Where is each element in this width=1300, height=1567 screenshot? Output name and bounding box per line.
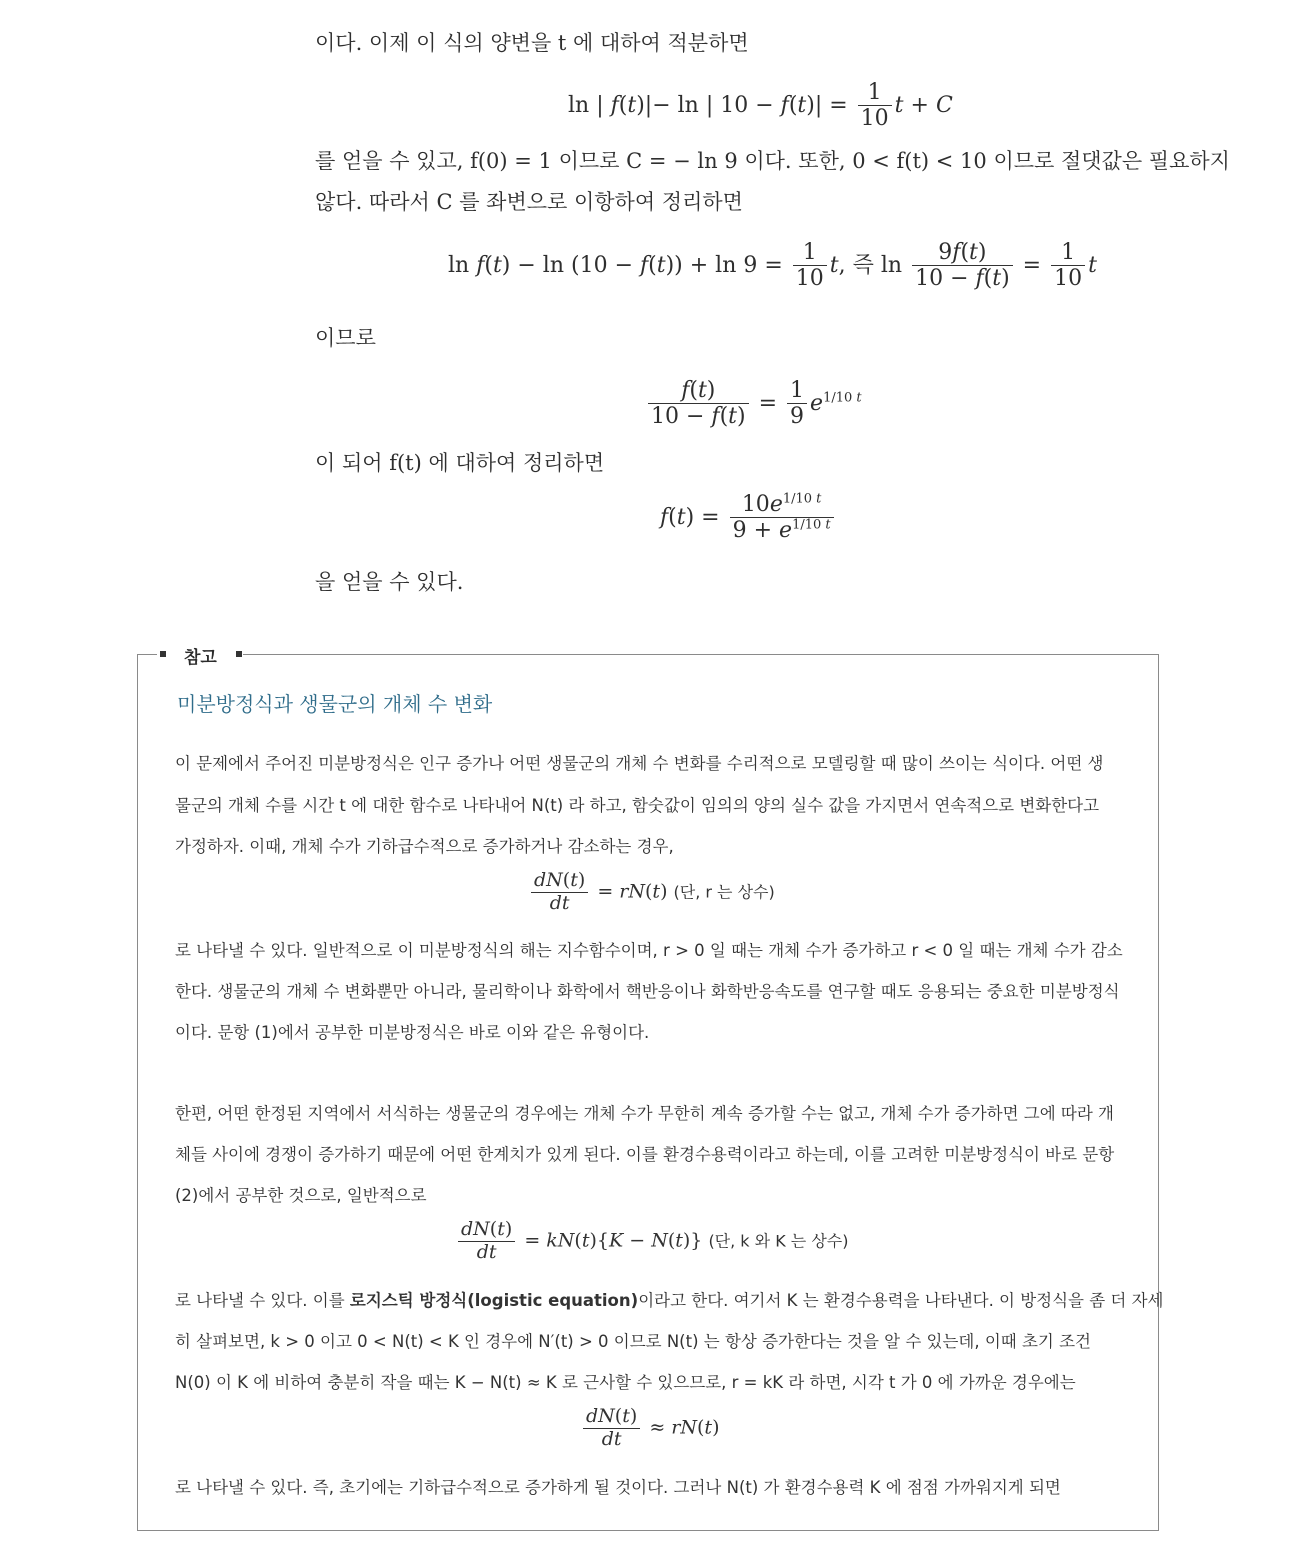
para3-line2: 체들 사이에 경쟁이 증가하기 때문에 어떤 한계치가 있게 된다. 이를 환경수용력이라고 하는데, 이를 고려한 미분방정식이 바로 문항 [175, 1145, 1115, 1164]
equation-integrated: ln | f(t)|− ln | 10 − f(t)| = $\frac{1}{10}$ t + C [568, 80, 953, 132]
equation-approx: $\frac{dN(t)}{dt}$ ≈ rN(t) [580, 1406, 719, 1451]
note-border-top-right [243, 654, 1158, 655]
logistic-equation-term: 로지스틱 방정식(logistic equation) [349, 1291, 639, 1310]
para1-line2: 물군의 개체 수를 시간 t 에 대한 함수로 나타내어 N(t) 라 하고, 함숫값이 임의의 양의 실수 값을 가지면서 연속적으로 변화한다고 [175, 796, 1100, 815]
para1-line3: 가정하자. 이때, 개체 수가 기하급수적으로 증가하거나 감소하는 경우, [175, 837, 674, 856]
equation-logistic: $\frac{dN(t)}{dt}$ = kN(t){K − N(t)} (단, k 와 K 는 상수) [455, 1219, 848, 1264]
note-title: 미분방정식과 생물군의 개체 수 변화 [177, 692, 493, 716]
para5-line1: 로 나타낼 수 있다. 즉, 초기에는 기하급수적으로 증가하게 될 것이다. 그러나 N(t) 가 환경수용력 K 에 점점 가까워지게 되면 [175, 1478, 1061, 1497]
equation-exponential-condition: (단, r 는 상수) [673, 882, 775, 902]
equation-exponential: $\frac{dN(t)}{dt}$ = rN(t) (단, r 는 상수) [528, 870, 775, 915]
therefore-text: 이므로 [315, 326, 376, 350]
note-marker-right [236, 651, 242, 657]
intro-text: 이다. 이제 이 식의 양변을 t 에 대하여 적분하면 [315, 31, 749, 55]
para4-line1-start: 로 나타낼 수 있다. 이를 [175, 1291, 350, 1310]
para4-line1-end: 이라고 한다. 여기서 K 는 환경수용력을 나타낸다. 이 방정식을 좀 더 자세 [638, 1291, 1164, 1310]
note-marker-left [160, 651, 166, 657]
para2-line1: 로 나타낼 수 있다. 일반적으로 이 미분방정식의 해는 지수함수이며, r > 0 일 때는 개체 수가 증가하고 r < 0 일 때는 개체 수가 감소 [175, 941, 1123, 960]
para1-line1: 이 문제에서 주어진 미분방정식은 인구 증가나 어떤 생물군의 개체 수 변화를 수리적으로 모델링할 때 많이 쓰이는 식이다. 어떤 생 [175, 754, 1104, 773]
note-box [137, 654, 1159, 1531]
para3-line3: (2)에서 공부한 것으로, 일반적으로 [175, 1186, 427, 1205]
note-border-top-left [137, 654, 157, 655]
equation-separator: , 즉 [838, 252, 881, 278]
constant-text-line2: 않다. 따라서 C 를 좌변으로 이항하여 정리하면 [315, 190, 743, 214]
equation-solution: f(t) = $\frac{10e^{1/10 t}}{9 + e^{1/10 t}}$ [660, 492, 837, 544]
result-text: 을 얻을 수 있다. [315, 570, 464, 594]
equation-rearranged: ln f(t) − ln (10 − f(t)) + ln 9 = $\frac{1}{10}$ t, 즉 ln $\frac{9f(t)}{10 - f(t)}$ = $\frac{1}{10}$ t [448, 240, 1097, 292]
para4-line3: N(0) 이 K 에 비하여 충분히 작을 때는 K − N(t) ≈ K 로 근사할 수 있으므로, r = kK 라 하면, 시각 t 가 0 에 가까운 경우에는 [175, 1373, 1076, 1392]
constant-text-line1: 를 얻을 수 있고, f(0) = 1 이므로 C = − ln 9 이다. 또한, 0 < f(t) < 10 이므로 절댓값은 필요하지 [315, 149, 1230, 173]
equation-ratio: $\frac{f(t)}{10 - f(t)}$ = $\frac{1}{9}$ $e^{1/10 t}$ [645, 378, 862, 430]
para4-line2: 히 살펴보면, k > 0 이고 0 < N(t) < K 인 경우에 N′(t) > 0 이므로 N(t) 는 항상 증가한다는 것을 알 수 있는데, 이때 초기 조건 [175, 1332, 1091, 1351]
equation-logistic-condition: (단, k 와 K 는 상수) [708, 1231, 849, 1251]
note-label: 참고 [184, 648, 217, 668]
para4-line1 [175, 1287, 1163, 1311]
para2-line3: 이다. 문항 (1)에서 공부한 미분방정식은 바로 이와 같은 유형이다. [175, 1023, 650, 1042]
para2-line2: 한다. 생물군의 개체 수 변화뿐만 아니라, 물리학이나 화학에서 핵반응이나 화학반응속도를 연구할 때도 응용되는 중요한 미분방정식 [175, 982, 1120, 1001]
solve-text: 이 되어 f(t) 에 대하여 정리하면 [315, 451, 605, 475]
para3-line1: 한편, 어떤 한정된 지역에서 서식하는 생물군의 경우에는 개체 수가 무한히 계속 증가할 수는 없고, 개체 수가 증가하면 그에 따라 개 [175, 1104, 1114, 1123]
